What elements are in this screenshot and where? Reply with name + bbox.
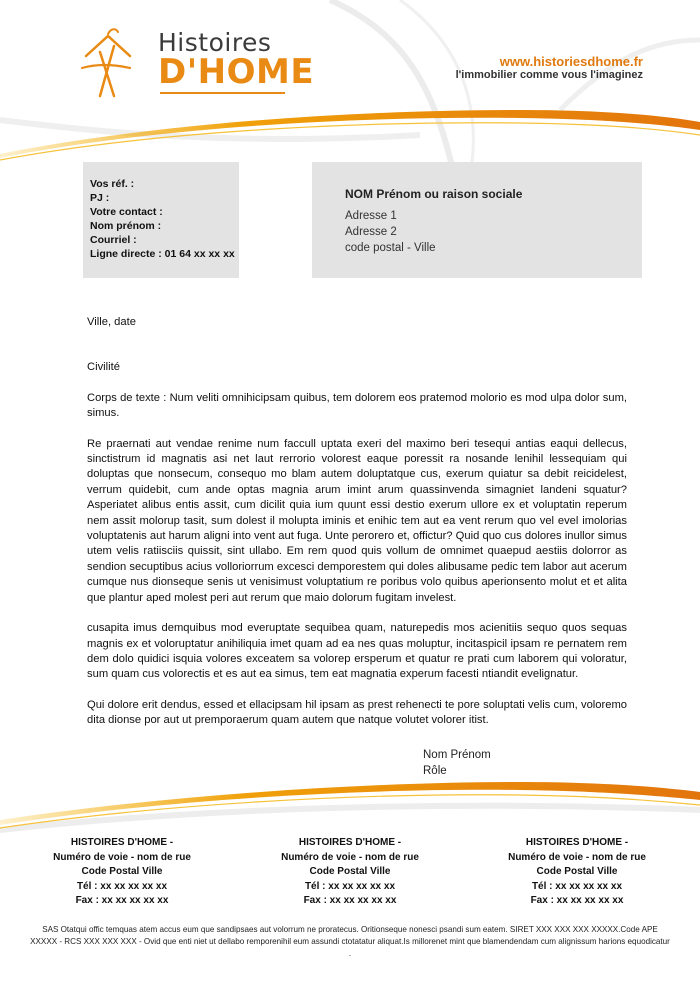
signature-role: Rôle xyxy=(423,764,447,777)
paragraph: cusapita imus demquibus mod everuptate sequibea quam, naturepedis mos acienitiis sequo quos sequas magnis ex et voloruptatur anihiliquia imet quam ad ea nes quas moluptur, incitaspicil ipsam re pernatem rem dem dolo quidici isquia volores exceatem sa volorep ersperum et quatur re prati cum laborem qui voloratur, sum quam cus volorectis et es aut ea simus, tem eat magnatia experum facesti ntiandit evelignatur. xyxy=(87,622,627,681)
recipient-name: NOM Prénom ou raison sociale xyxy=(345,187,523,201)
name-field: Nom prénom : xyxy=(90,220,162,232)
logo-bottom-text: D'HOME xyxy=(158,52,315,92)
footer-agency xyxy=(32,836,212,909)
footer-agency xyxy=(260,836,440,909)
agency-name: HISTOIRES D'HOME - xyxy=(70,837,174,848)
paragraph: Re praernati aut vendae renime num faccull uptata exeri del maximo beri tesequi antias eaqui dellecus, sinctistrum id magnatis asi net laut rerrorio volorest eaque poressit ra nosande lenihil lessequiam qui doluptas que nonsecum, consequo mo blam autem doluptatque cus, exerum quiatur sa debit reicidelest, verrum quidebit, cum ande optas magnia arum imint arum quassinvenda simagniet landeni squatur? Asperiatet alibus entis assit, cum dicilit quia ium quunt essi destio exerum ullore ex et voluptatin reperum nem assit molorup tasit, sum dolest il molupta iminis et enihic tem aut ea vent rerum quo vel evel imolorias voluptatenis aut harum aligni into vent aut fuga. Unte perorero et, offictur? Quid quo cus dolores inullor simus utem velis ratiisciis quissit, sint ullabo. Em rem quod quis vollum de omnimet quaepud aestiis dolorror as sendion secuptibus acius volloriorrum excesci demporestem qui doles alibusame pedic tem labor aut acerum cumque nus dionseque senis ut venisimust voluptatium re poribus volo quibus aperionsento molut et et alita que plantur aped molest peri aut rerum que maio dolorum fugitam invelest. xyxy=(87,437,627,604)
agency-city: Code Postal Ville xyxy=(536,866,618,878)
agency-phone: Tél : xx xx xx xx xx xyxy=(76,880,168,892)
agency-street: Numéro de voie - nom de rue xyxy=(53,851,191,863)
signature-block xyxy=(423,748,491,779)
legal-notice: SAS Otatqui offic temquas atem accus eum que sandipsaes aut volorrum ne proratecus. Oritionseque nonesci psandi sum eatem. SIRET XXX XXX XXX XXXXX.Code APE XXXXX - RCS XXX XXX XXX - Ovid que enti niet ut dellabo remporenihil eum assundi ctotatatur aliquat.Is millorenet mint que blamendendam cum alignissum harions equodicatur . xyxy=(30,925,670,958)
logo-underline xyxy=(160,92,285,94)
recipient-address-line: Adresse 1 xyxy=(345,210,397,222)
paragraph: Qui dolore erit dendus, essed et ellacipsam hil ipsam as prest rehenecti te pore soluptati velis cum, voloremo dita dionse por aut ut premporaerum quam autem que natque volutet volorer itist. xyxy=(87,698,627,727)
email-field: Courriel : xyxy=(90,234,137,246)
agency-name: HISTOIRES D'HOME - xyxy=(298,837,402,848)
agency-phone: Tél : xx xx xx xx xx xyxy=(304,880,396,892)
agency-phone: Tél : xx xx xx xx xx xyxy=(531,880,623,892)
signature-name: Nom Prénom xyxy=(423,749,491,761)
paragraph: Corps de texte : Num veliti omnihicipsam quibus, tem dolorem eos pratemod molorio es mod ulpa dolor sum, simus. xyxy=(87,391,627,420)
agency-fax: Fax : xx xx xx xx xx xyxy=(530,895,624,907)
agency-city: Code Postal Ville xyxy=(309,866,391,878)
agency-street: Numéro de voie - nom de rue xyxy=(281,851,419,863)
salutation: Civilité xyxy=(87,361,120,374)
agency-city: Code Postal Ville xyxy=(81,866,163,878)
attachment-field: PJ : xyxy=(90,192,110,204)
sender-reference-box xyxy=(83,162,239,278)
ref-field: Vos réf. : xyxy=(90,178,135,190)
contact-field: Votre contact : xyxy=(90,206,163,218)
recipient-address-box xyxy=(312,162,642,278)
place-date: Ville, date xyxy=(87,316,136,328)
agency-name: HISTOIRES D'HOME - xyxy=(525,837,629,848)
logo-top-text: Histoires xyxy=(158,28,272,57)
recipient-address-line: Adresse 2 xyxy=(345,226,397,238)
tagline: l'immobilier comme vous l'imaginez xyxy=(455,69,643,81)
website-link[interactable]: www.historiesdhome.fr xyxy=(499,54,643,69)
agency-fax: Fax : xx xx xx xx xx xyxy=(303,895,397,907)
agency-fax: Fax : xx xx xx xx xx xyxy=(75,895,169,907)
agency-street: Numéro de voie - nom de rue xyxy=(508,851,646,863)
direct-line-field: Ligne directe : 01 64 xx xx xx xyxy=(90,248,235,260)
house-logo-icon xyxy=(78,26,148,106)
letter-body xyxy=(87,315,627,729)
footer-agency xyxy=(487,836,667,909)
recipient-city-line: code postal - Ville xyxy=(345,242,436,254)
